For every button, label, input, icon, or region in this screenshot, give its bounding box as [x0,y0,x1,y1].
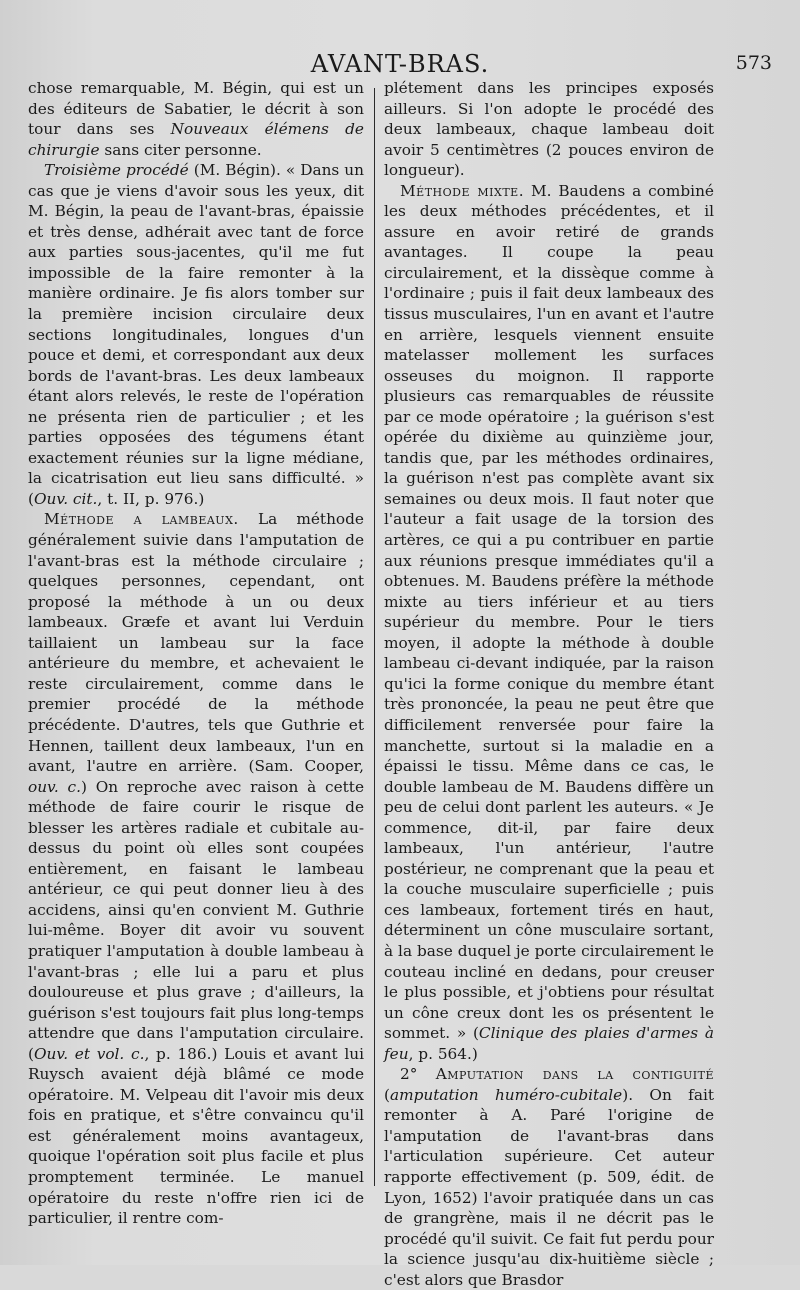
section-heading: Amputation dans la contiguité [435,1065,714,1084]
paragraph [28,509,364,1228]
subheading: amputation huméro-cubitale [389,1085,623,1104]
citation: Ouv. et vol. c. [33,1044,145,1063]
section-heading: Méthode a lambeaux. [44,510,239,529]
text-run: On fait remonter à A. Paré l'origine de l'amputation de l'avant-bras dans l'articulation supérieure. Cet auteur rapporte effectivement (p. 509, édit. de Lyon, 1652) l'avoir pratiquée dans un cas de grangrène, mais il ne décrit pas le procédé qu'il suivit. Ce fait fut perdu pour la science jusqu'au dix-huitième siècle ; c'est alors que Brasdor [384,1085,714,1289]
running-title: AVANT-BRAS. [310,50,490,78]
paragraph [28,160,364,509]
text-run: (M. Bégin). « Dans un cas que je viens d'avoir sous les yeux, dit M. Bégin, la peau de l'avant-bras, épaissie et très dense, adhérait avec tant de force aux parties sous-jacentes, qu'il me fut impossible de la faire remonter à la manière ordinaire. Je fis alors tomber sur la première incision circulaire deux sections longitudinales, longues d'un pouce et demi, et correspondant aux deux bords de l'avant-bras. Les deux lambeaux étant alors relevés, le reste de l'opération ne présenta rien de particulier ; et les parties opposées des tégumens étant exactement réunies sur la ligne médiane, la cicatrisation eut lieu sans difficulté. » ( [28,161,364,508]
column-divider [374,88,375,1186]
text-run: M. Baudens a combiné les deux méthodes précédentes, et il assure en avoir retiré de grands avantages. Il coupe la peau circulairement, et la dissèque comme à l'ordinaire ; puis il fait deux lambeaux des tissus musculaires, l'un en avant et l'autre en arrière, lesquels viennent ensuite matelasser mollement les surfaces osseuses du moignon. Il rapporte plusieurs cas remarquables de réussite par ce mode opératoire ; la guérison s'est opérée du dixième au quinzième jour, tandis que, par les méthodes ordinaires, la guérison n'est pas complète avant six semaines ou deux mois. Il faut noter que l'auteur a fait usage de la torsion des artères, ce qui a pu contribuer en partie aux réunions presque immédiates qu'il a obtenues. M. Baudens préfère la méthode mixte au tiers inférieur et au tiers supérieur du membre. Pour le tiers moyen, il adopte la méthode à double lambeau ci-devant indiquée, par la raison qu'ici la forme conique du membre étant très prononcée, la peau ne peut être que difficilement renversée pour faire la manchette, surtout si la maladie en a épaissi le tissu. Même dans ce cas, le double lambeau de M. Baudens diffère un peu de celui dont parlent les auteurs. « Je commence, dit-il, par faire deux lambeaux, l'un antérieur, l'autre postérieur, ne comprenant que la peau et la couche musculaire superficielle ; puis ces lambeaux, fortement tirés en haut, déterminent un cône musculaire sortant, à la base duquel je porte circulairement le couteau incliné en dedans, pour creuser le plus possible, et j'obtiens pour résultat un cône creux dont les os présentent le sommet. » ( [384,181,714,1043]
page-number: 573 [735,52,772,74]
right-column [384,78,714,1290]
paragraph: 2° Amputation dans la contiguité (amputation huméro-cubitale). On fait remonter à A. Paré l'origine de l'amputation de l'avant-bras dans l'articulation supérieure. Cet auteur rapporte effectivement (p. 509, édit. de Lyon, 1652) l'avoir pratiquée dans un cas de grangrène, mais il ne décrit pas le procédé qu'il suivit. Ce fait fut perdu pour la science jusqu'au dix-huitième siècle ; c'est alors que Brasdor [384,1065,714,1289]
procedure-label: Troisième procédé [44,161,189,180]
text-run: , p. 186.) Louis et avant lui Ruysch avaient déjà blâmé ce mode opératoire. M. Velpeau dit l'avoir mis deux fois en pratique, et s'être convaincu qu'il est généralement moins avantageux, quoique l'opération soit plus facile et plus promptement terminée. Le manuel opératoire du reste n'offre rien ici de particulier, il rentre com- [28,1044,364,1228]
text-run: La méthode généralement suivie dans l'amputation de l'avant-bras est la méthode circulaire ; quelques personnes, cependant, ont proposé la méthode à un ou deux lambeaux. Græfe et avant lui Verduin taillaient un lambeau sur la face antérieure du membre, et achevaient le reste circulairement, comme dans le premier procédé de la méthode précédente. D'autres, tels que Guthrie et Hennen, taillent deux lambeaux, l'un en avant, l'autre en arrière. (Sam. Cooper, [28,510,364,776]
text-run: ) On reproche avec raison à cette méthode de faire courir le risque de blesser les artères radiale et cubitale au-dessus du point où elles sont coupées entièrement, en faisant le lambeau antérieur, ce qui peut donner lieu à des accidens, ainsi qu'en convient M. Guthrie lui-même. Boyer dit avoir vu souvent pratiquer l'amputation à double lambeau à l'avant-bras ; elle lui a paru et plus douloureuse et plus grave ; d'ailleurs, la guérison s'est toujours fait plus long-temps attendre que dans l'amputation circulaire. ( [28,777,364,1063]
section-heading: Méthode mixte. [400,181,525,200]
citation: ouv. c. [28,777,81,796]
citation: Ouv. cit. [33,489,98,508]
text-run: chose remarquable, M. Bégin, qui est un des éditeurs de Sabatier, le décrit à son tour dans ses [28,79,364,139]
paragraph [384,181,714,1065]
book-title: Nouveaux élémens de chirurgie [28,120,364,159]
paragraph [28,78,364,160]
text-run: sans citer personne. [104,140,262,159]
text-run: , t. II, p. 976.) [97,489,205,508]
section-number: 2° [400,1065,418,1084]
left-column [28,78,364,1229]
text-run: plétement dans les principes exposés ailleurs. Si l'on adopte le procédé des deux lambeaux, chaque lambeau doit avoir 5 centimètres (2 pouces environ de longueur). [384,79,714,180]
text-run: , p. 564.) [408,1044,478,1063]
paragraph [384,78,714,181]
citation: Clinique des plaies d'armes à feu [384,1024,715,1063]
